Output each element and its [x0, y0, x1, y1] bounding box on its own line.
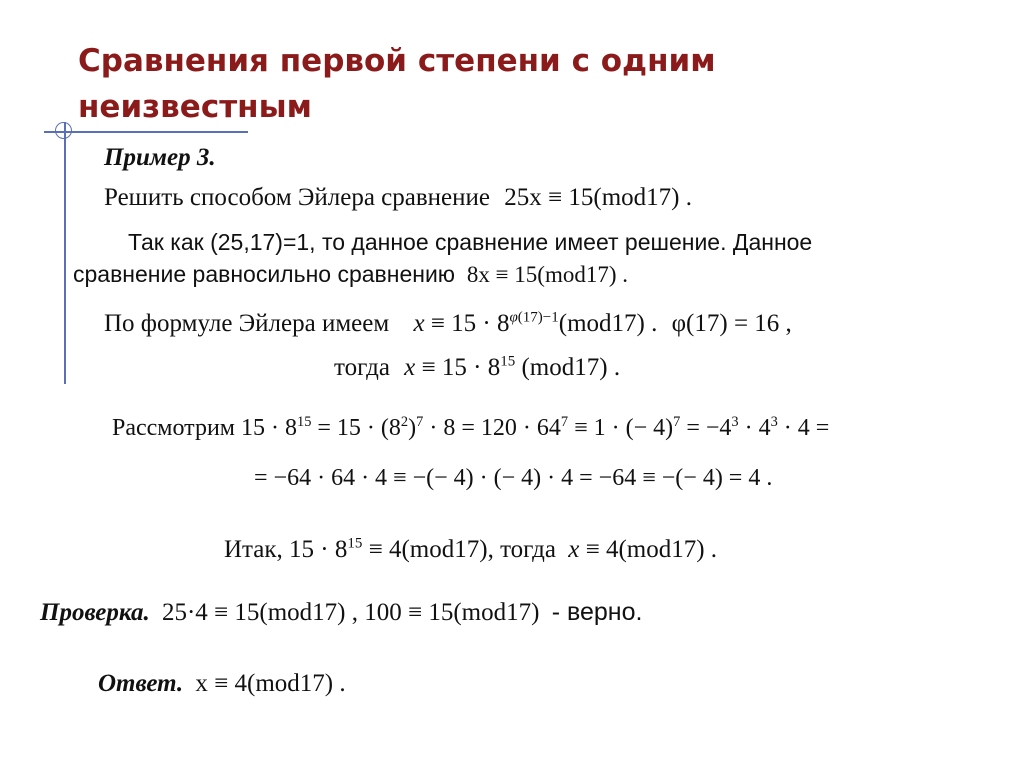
margin-line-horizontal: [44, 131, 248, 133]
euler-formula: $x \equiv 15 \cdot 8^{\varphi(17)-1}(mod17)$: [413, 309, 645, 337]
title-line-1: Сравнения первой степени с одним: [78, 43, 716, 79]
margin-line-vertical: [64, 122, 66, 384]
consider-formula: $15 \cdot 8^{15} = 15 \cdot (8^2)^7 \cdot 8 = 120 \cdot 64^7 \equiv 1$ · (− $4)^7 = -4^3 \cdot 4^3 \cdot 4$ =: [241, 414, 830, 441]
then-line: тогда $x \equiv 15 \cdot 8^{15}$ (mod17) .: [334, 353, 621, 381]
then-text: тогда: [334, 354, 390, 381]
task-text: Решить способом Эйлера сравнение: [104, 184, 491, 211]
task-formula: 25x ≡ 15(mod17): [504, 184, 680, 211]
then-formula: $x \equiv 15 \cdot 8^{15}$ (mod17): [404, 353, 608, 381]
consider-text: Рассмотрим: [112, 415, 235, 441]
so-line: Итак, $15 \cdot 8^{15} \equiv 4(mod17)$, тогда x ≡ 4(mod17) .: [224, 535, 718, 563]
check-label: Проверка.: [40, 599, 150, 626]
answer-label: Ответ.: [98, 670, 184, 697]
check-result: - верно.: [551, 598, 643, 626]
crosshair-circle-icon: [55, 122, 72, 139]
title-line-2: неизвестным: [78, 89, 312, 125]
euler-text: По формуле Эйлера имеем: [104, 310, 390, 337]
answer-line: Ответ. x ≡ 4(mod17) .: [98, 670, 346, 697]
example-heading: Пример 3.: [104, 144, 216, 171]
check-formula: 25·4 ≡ 15(mod17) , 100 ≡ 15(mod17): [161, 599, 540, 626]
so-then: , тогда: [487, 536, 556, 563]
paragraph-line-2: сравнение равносильно сравнению 8x ≡ 15(mod17) .: [73, 261, 628, 287]
answer-formula: x ≡ 4(mod17): [195, 670, 334, 697]
check-line: [40, 598, 642, 627]
calc-line-2: = −64 · 64 · 4 ≡ −(− 4) · (− 4) · 4 = −64 ≡ −(− 4) = 4 .: [254, 465, 773, 491]
paragraph-line-2-formula: 8x ≡ 15(mod17): [466, 262, 617, 287]
euler-line: По формуле Эйлера имеем $x \equiv 15 \cdot 8^{\varphi(17)-1}(mod17)$ . φ(17) = 16 ,: [104, 309, 792, 337]
paragraph-line-2-text: сравнение равносильно сравнению: [73, 261, 456, 287]
consider-line: [112, 414, 829, 442]
slide-title: [78, 38, 978, 130]
so-formula: $15 \cdot 8^{15} \equiv 4(mod17)$: [289, 535, 488, 563]
so-text: Итак,: [224, 536, 283, 563]
so-result: x ≡ 4(mod17): [568, 536, 705, 563]
phi-value: φ(17) = 16: [671, 310, 780, 337]
paragraph-line-1: Так как (25,17)=1, то данное сравнение имеет решение. Данное: [128, 229, 813, 255]
task-line: Решить способом Эйлера сравнение 25x ≡ 15(mod17) .: [104, 184, 692, 211]
